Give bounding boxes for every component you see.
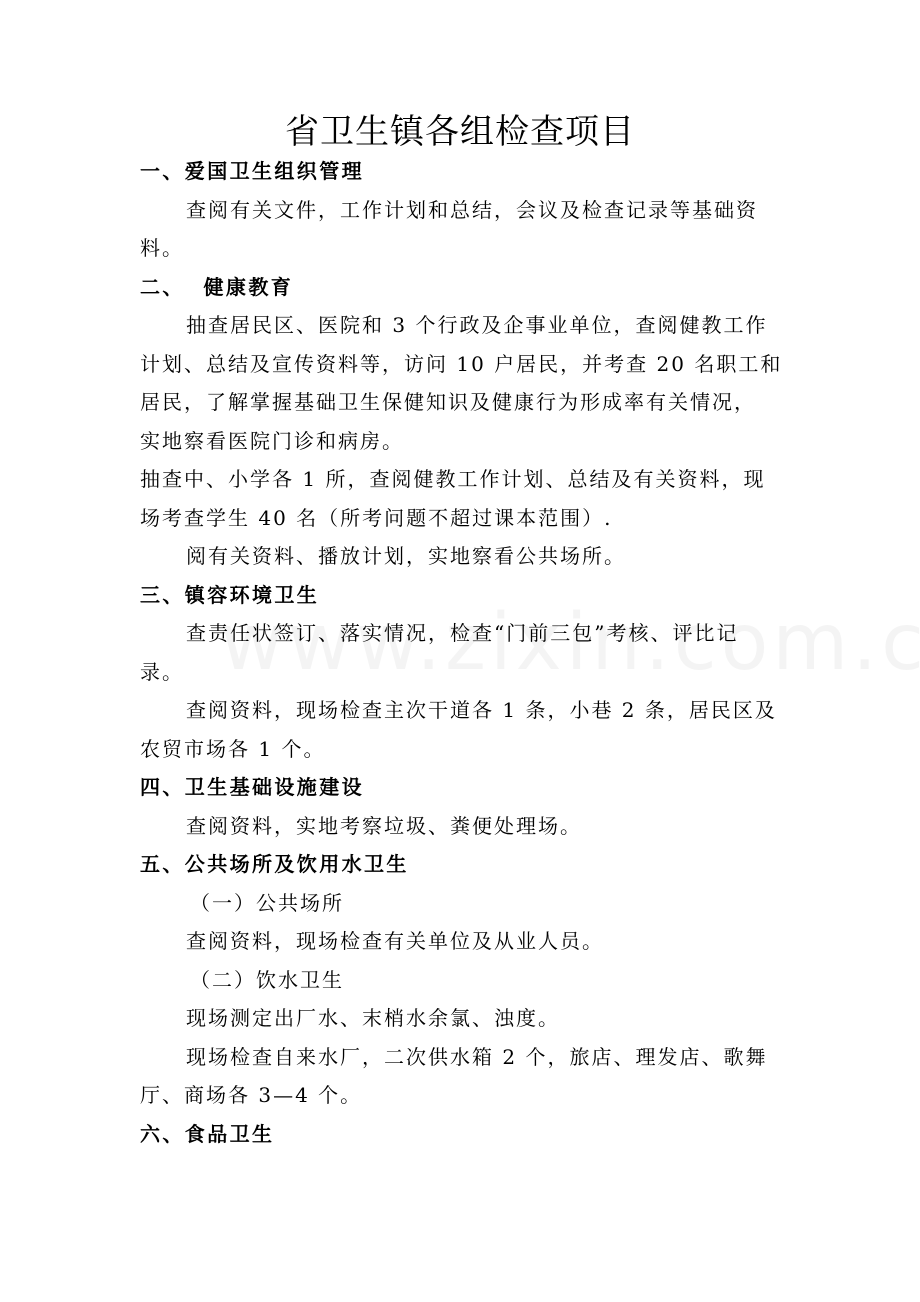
paragraph-line: 现场测定出厂水、末梢水余氯、浊度。 [186,1006,560,1030]
section-heading-5: 五、公共场所及饮用水卫生 [140,852,409,876]
paragraph-line: 查责任状签订、落实情况，检查“门前三包”考核、评比记 [186,621,739,645]
section-heading-4: 四、卫生基础设施建设 [140,775,364,799]
paragraph-line: 场考查学生 40 名（所考问题不超过课本范围）. [140,505,613,530]
paragraph-line: 居民，了解掌握基础卫生保健知识及健康行为形成率有关情况， [140,390,756,414]
paragraph-line: 查阅资料，现场检查有关单位及从业人员。 [186,929,604,953]
page-title: 省卫生镇各组检查项目 [285,112,635,152]
paragraph-line: 抽查居民区、医院和 3 个行政及企事业单位，查阅健教工作 [186,313,768,337]
paragraph-line: 料。 [140,236,184,260]
section-heading-1: 一、爱国卫生组织管理 [140,159,364,183]
section-heading-6: 六、食品卫生 [140,1121,275,1146]
paragraph-line: 计划、总结及宣传资料等，访问 10 户居民，并考查 20 名职工和 [140,351,783,376]
subheading-public-places: （一）公共场所 [190,890,344,915]
subheading-drinking-water: （二）饮水卫生 [190,967,344,992]
document-body [140,152,785,1153]
paragraph-line: 查阅资料，现场检查主次干道各 1 条，小巷 2 条，居民区及 [186,698,777,722]
paragraph-line: 农贸市场各 1 个。 [140,736,326,761]
paragraph-line: 录。 [140,659,184,684]
section-heading-3: 三、镇容环境卫生 [140,582,320,607]
section-heading-2: 二、 健康教育 [140,274,294,299]
paragraph-line: 实地察看医院门诊和病房。 [140,428,404,453]
paragraph-line: 厅、商场各 3—4 个。 [140,1083,363,1107]
paragraph-line: 查阅有关文件，工作计划和总结，会议及检查记录等基础资 [186,197,758,222]
paragraph-line: 现场检查自来水厂，二次供水箱 2 个，旅店、理发店、歌舞 [186,1044,768,1069]
paragraph-line: 阅有关资料、播放计划，实地察看公共场所。 [186,544,626,568]
paragraph-line: 抽查中、小学各 1 所，查阅健教工作计划、总结及有关资料，现 [140,467,766,491]
paragraph-line: 查阅资料，实地考察垃圾、粪便处理场。 [186,813,582,838]
